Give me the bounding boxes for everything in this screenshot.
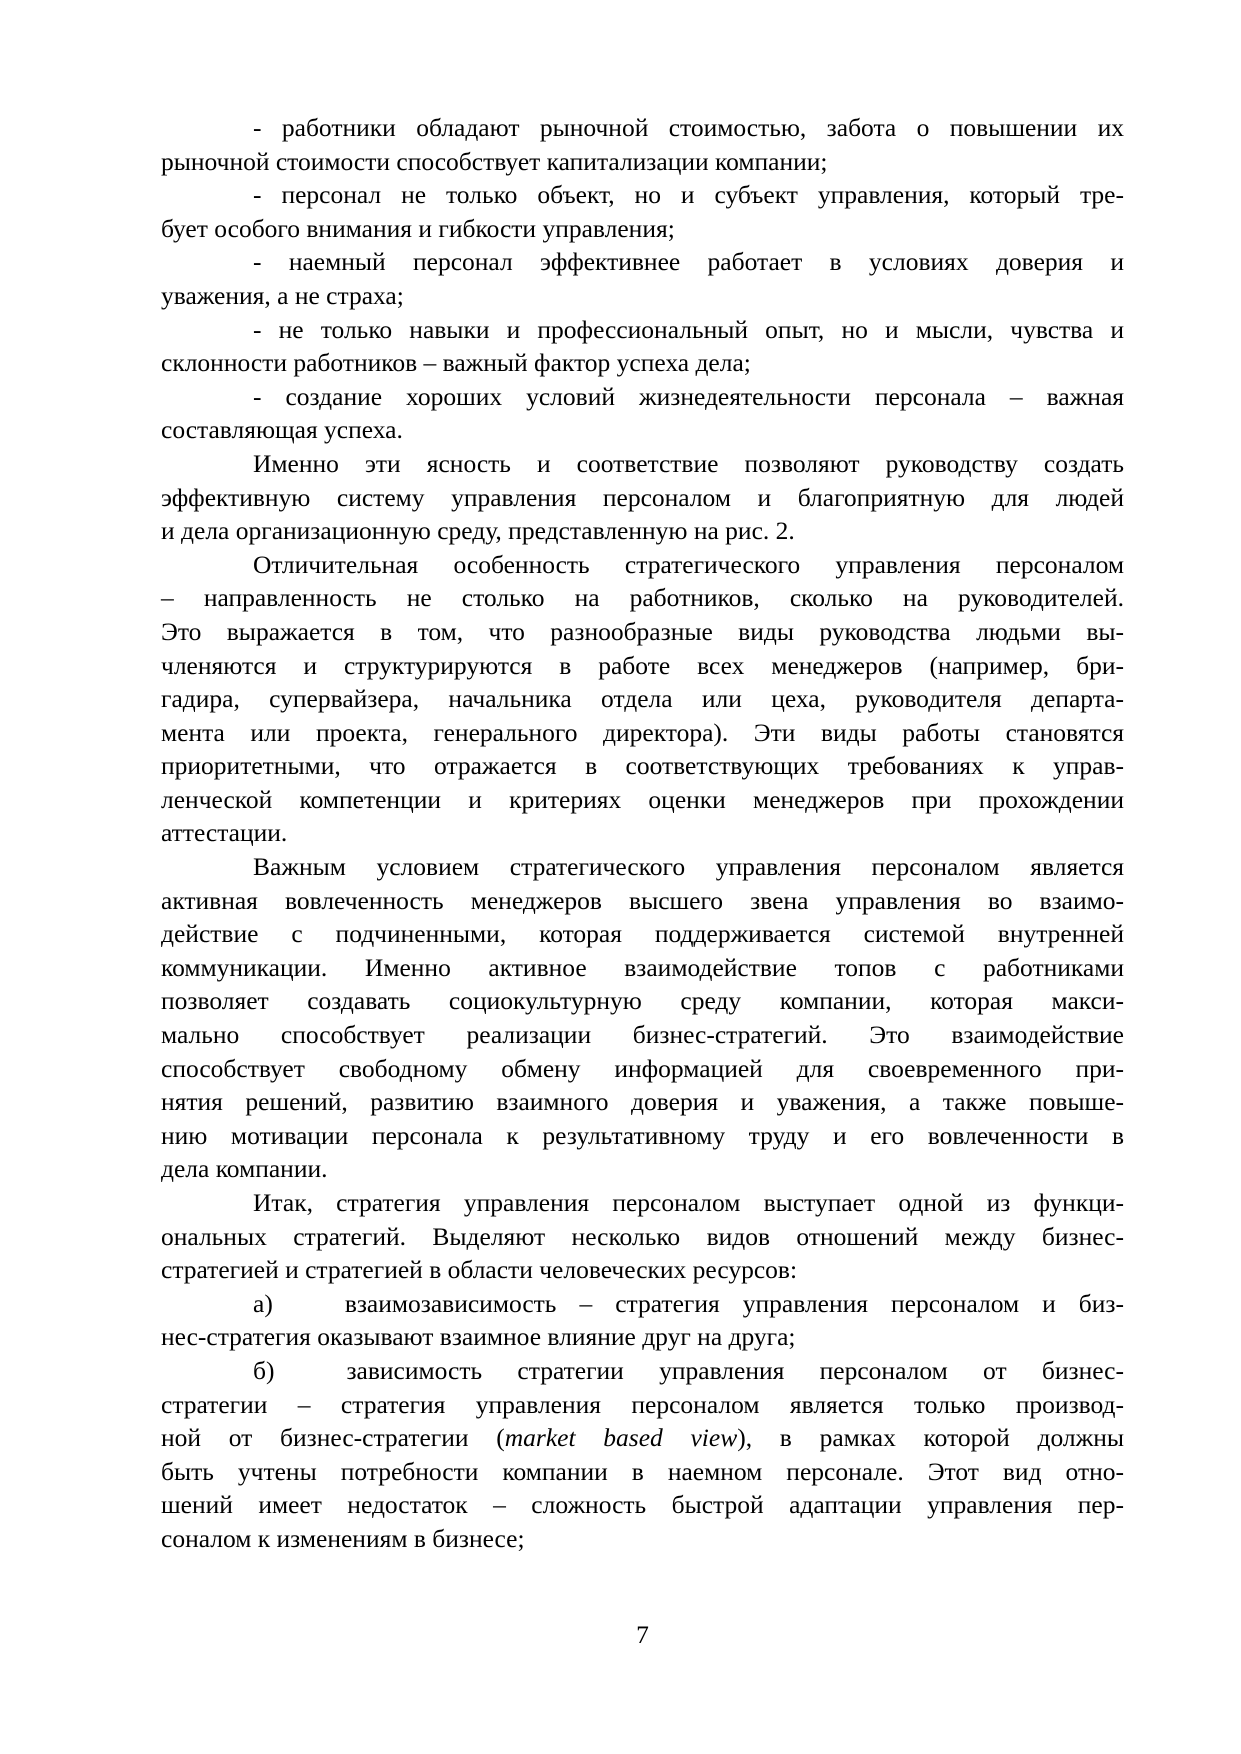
text-line <box>161 481 1124 515</box>
text-run: рыночной стоимости способствует капитализации компании; <box>161 146 828 176</box>
text-run: стратегией и стратегией в области человеческих ресурсов: <box>161 1255 798 1285</box>
text-run: мально способствует реализации бизнес-стратегий. Это взаимодействие <box>161 1020 1124 1050</box>
text-line <box>161 716 1124 750</box>
text-line <box>161 816 1124 850</box>
text-line <box>161 917 1124 951</box>
text-line <box>161 1488 1124 1522</box>
text-line <box>161 178 1124 212</box>
text-run: активная вовлеченность менеджеров высшего звена управления во взаимо- <box>161 885 1124 915</box>
text-line <box>161 783 1124 817</box>
text-line <box>161 245 1124 279</box>
text-run: уважения, а не страха; <box>161 280 404 310</box>
text-block <box>161 111 1124 1556</box>
text-run: мента или проекта, генерального директора). Эти виды работы становятся <box>161 717 1124 747</box>
text-line <box>161 1320 1124 1354</box>
text-run: эффективную систему управления персоналом и благоприятную для людей <box>161 482 1124 512</box>
text-line <box>161 749 1124 783</box>
text-line <box>161 1354 1124 1388</box>
text-run: приоритетными, что отражается в соответствующих требованиях к управ- <box>161 751 1124 781</box>
text-line <box>161 1186 1124 1220</box>
text-run: б) <box>253 1355 275 1385</box>
text-run: - не только навыки и профессиональный опыт, но и мысли, чувства и <box>253 314 1124 344</box>
text-run: ной от бизнес-стратегии ( <box>161 1423 505 1453</box>
text-run: Это выражается в том, что разнообразные виды руководства людьми вы- <box>161 616 1124 646</box>
text-line <box>161 649 1124 683</box>
text-run: взаимозависимость – стратегия управления персоналом и биз- <box>344 1288 1124 1318</box>
text-run: позволяет создавать социокультурную среду компании, которая макси- <box>161 986 1124 1016</box>
text-run: нию мотивации персонала к результативному труду и его вовлеченности в <box>161 1120 1124 1150</box>
text-line <box>161 380 1124 414</box>
text-run: Именно эти ясность и соответствие позволяют руководству создать <box>253 448 1124 478</box>
text-line <box>161 581 1124 615</box>
text-line <box>161 615 1124 649</box>
text-line <box>161 145 1124 179</box>
text-line <box>161 884 1124 918</box>
text-run: дела компании. <box>161 1154 328 1184</box>
text-run: способствует свободному обмену информацией для своевременного при- <box>161 1053 1124 1083</box>
text-line <box>161 1085 1124 1119</box>
text-run: нятия решений, развитию взаимного доверия и уважения, а также повыше- <box>161 1087 1124 1117</box>
text-run: соналом к изменениям в бизнесе; <box>161 1523 525 1553</box>
text-run: - создание хороших условий жизнедеятельности персонала – важная <box>253 381 1124 411</box>
text-run: – направленность не столько на работников, сколько на руководителей. <box>161 583 1124 613</box>
text-line <box>161 1253 1124 1287</box>
text-run: действие с подчиненными, которая поддерживается системой внутренней <box>161 919 1124 949</box>
text-line <box>161 212 1124 246</box>
text-line <box>161 1152 1124 1186</box>
text-line <box>161 313 1124 347</box>
text-line <box>161 447 1124 481</box>
text-run: Важным условием стратегического управления персоналом является <box>253 852 1124 882</box>
text-line <box>161 279 1124 313</box>
text-run: членяются и структурируются в работе всех менеджеров (например, бри- <box>161 650 1124 680</box>
italic-text: market based view <box>504 1423 738 1453</box>
text-run: зависимость стратегии управления персоналом от бизнес- <box>346 1355 1124 1385</box>
text-line <box>161 1522 1124 1556</box>
text-line <box>161 1052 1124 1086</box>
text-line <box>161 1421 1124 1455</box>
text-line <box>161 850 1124 884</box>
text-run: Итак, стратегия управления персоналом выступает одной из функци- <box>253 1188 1124 1217</box>
text-line <box>161 111 1124 145</box>
text-run: гадира, супервайзера, начальника отдела или цеха, руководителя департа- <box>161 684 1124 714</box>
text-run: коммуникации. Именно активное взаимодействие топов с работниками <box>161 952 1124 982</box>
text-line <box>161 1388 1124 1422</box>
text-run: склонности работников – важный фактор успеха дела; <box>161 348 751 378</box>
text-line <box>161 346 1124 380</box>
text-line <box>161 1220 1124 1254</box>
text-line <box>161 1455 1124 1489</box>
text-run: ), в рамках которой должны <box>737 1423 1124 1453</box>
text-run: - наемный персонал эффективнее работает в условиях доверия и <box>253 247 1124 277</box>
text-run: составляющая успеха. <box>161 415 403 445</box>
text-line <box>161 984 1124 1018</box>
text-run: быть учтены потребности компании в наемном персонале. Этот вид отно- <box>161 1456 1124 1486</box>
text-line <box>161 1119 1124 1153</box>
tab-space <box>274 1378 346 1379</box>
text-run: - работники обладают рыночной стоимостью, забота о повышении их <box>253 113 1124 142</box>
text-line <box>161 1018 1124 1052</box>
text-line <box>161 682 1124 716</box>
text-run: ленческой компетенции и критериях оценки менеджеров при прохождении <box>161 784 1124 814</box>
text-line <box>161 413 1124 447</box>
text-run: нес-стратегия оказывают взаимное влияние друг на друга; <box>161 1322 796 1352</box>
text-run: бует особого внимания и гибкости управления; <box>161 213 675 243</box>
text-line <box>161 1287 1124 1321</box>
text-run: шений имеет недостаток – сложность быстрой адаптации управления пер- <box>161 1490 1124 1520</box>
text-run: аттестации. <box>161 818 288 848</box>
text-run: и дела организационную среду, представленную на рис. 2. <box>161 516 795 546</box>
text-run: стратегии – стратегия управления персоналом является только производ- <box>161 1389 1124 1419</box>
text-run: а) <box>253 1288 273 1318</box>
page-number: 7 <box>636 1620 649 1649</box>
text-line <box>161 548 1124 582</box>
tab-space <box>273 1311 345 1312</box>
text-line <box>161 951 1124 985</box>
text-run: Отличительная особенность стратегического управления персоналом <box>253 549 1124 579</box>
text-run: ональных стратегий. Выделяют несколько видов отношений между бизнес- <box>161 1221 1124 1251</box>
text-line <box>161 514 1124 548</box>
text-run: - персонал не только объект, но и субъект управления, который тре- <box>253 180 1124 210</box>
